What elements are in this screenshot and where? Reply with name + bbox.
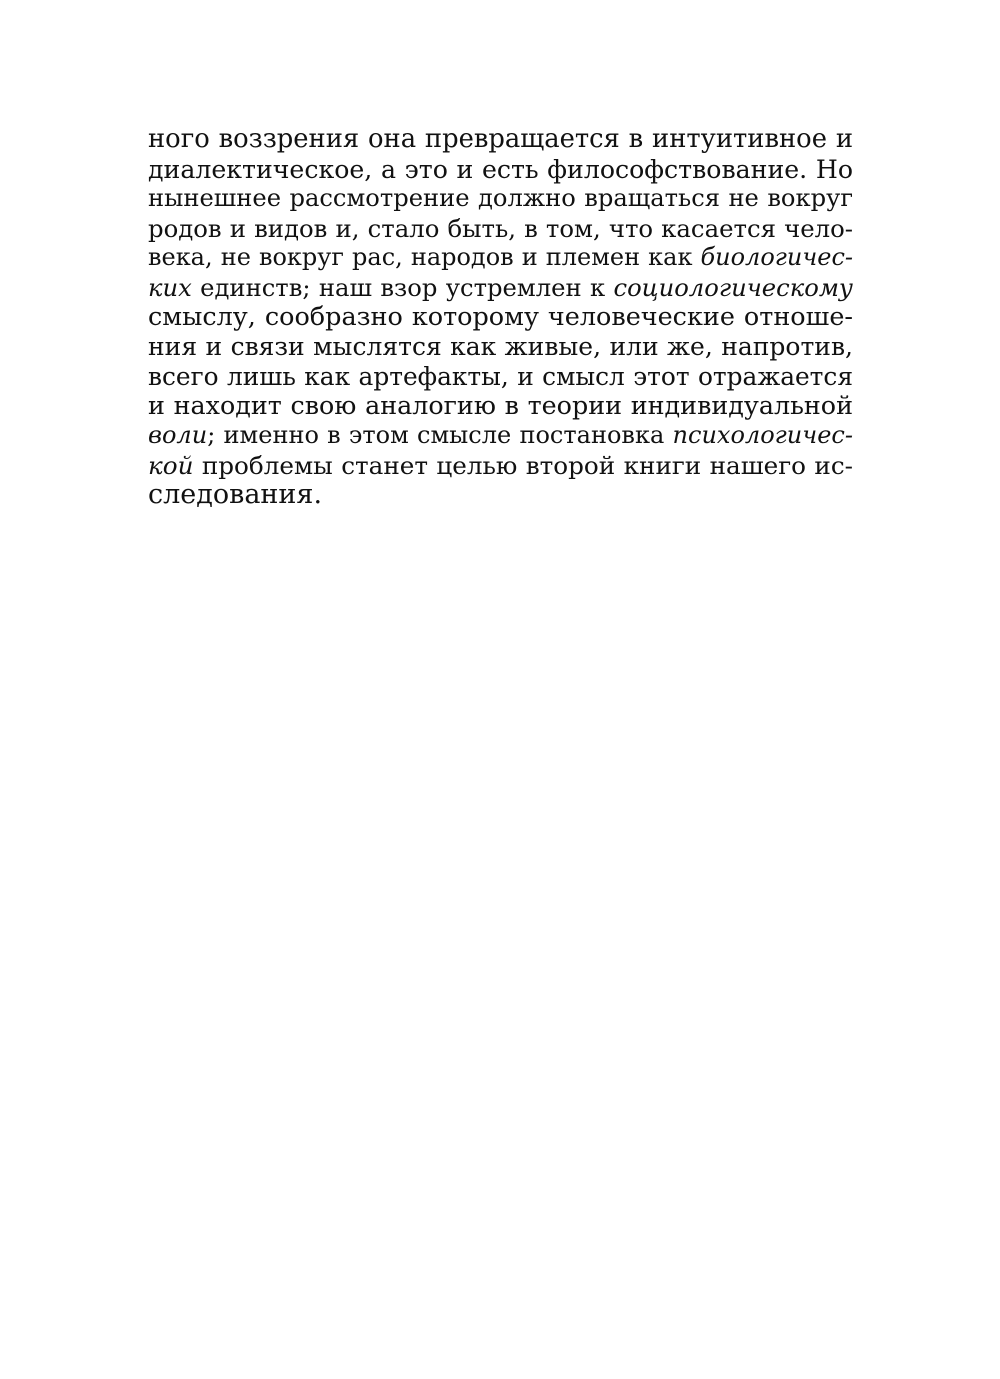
italic-text: кой <box>148 450 194 480</box>
text-line <box>148 451 853 481</box>
text-segment: единств; наш взор устремлен к <box>191 272 614 302</box>
text-segment: ного воззрения она превращается в интуитивное и <box>148 124 853 154</box>
text-line <box>148 184 853 214</box>
text-line <box>148 480 853 510</box>
italic-text: психологичес- <box>672 420 853 449</box>
text-line <box>148 303 853 333</box>
text-segment: всего лишь как артефакты, и смысл этот отражается <box>148 361 853 391</box>
text-line <box>148 421 853 451</box>
text-line <box>148 273 853 303</box>
italic-text: биологичес- <box>700 243 853 272</box>
text-line <box>148 214 853 244</box>
text-line <box>148 362 853 392</box>
text-segment: смыслу, сообразно которому человеческие отноше- <box>148 301 853 332</box>
text-line <box>148 391 853 421</box>
text-segment: диалектическое, а это и есть философствование. Но <box>148 154 853 184</box>
text-segment: проблемы станет целью второй книги нашего ис- <box>193 450 853 480</box>
text-segment: родов и видов и, стало быть, в том, что касается чело- <box>148 213 853 243</box>
text-segment: нынешнее рассмотрение должно вращаться не вокруг <box>148 184 853 213</box>
text-line <box>148 243 853 273</box>
text-segment: следования. <box>148 479 323 511</box>
italic-text: воли <box>148 420 208 449</box>
text-line <box>148 125 853 155</box>
body-text <box>148 125 853 510</box>
text-segment: ния и связи мыслятся как живые, или же, напротив, <box>148 332 853 362</box>
text-segment: ; именно в этом смысле постановка <box>207 420 673 449</box>
italic-text: социологическому <box>613 272 853 302</box>
text-line <box>148 332 853 362</box>
italic-text: ких <box>148 272 192 302</box>
text-line <box>148 155 853 185</box>
text-segment: века, не вокруг рас, народов и племен как <box>148 243 701 272</box>
text-segment: и находит свою аналогию в теории индивидуальной <box>148 390 853 421</box>
